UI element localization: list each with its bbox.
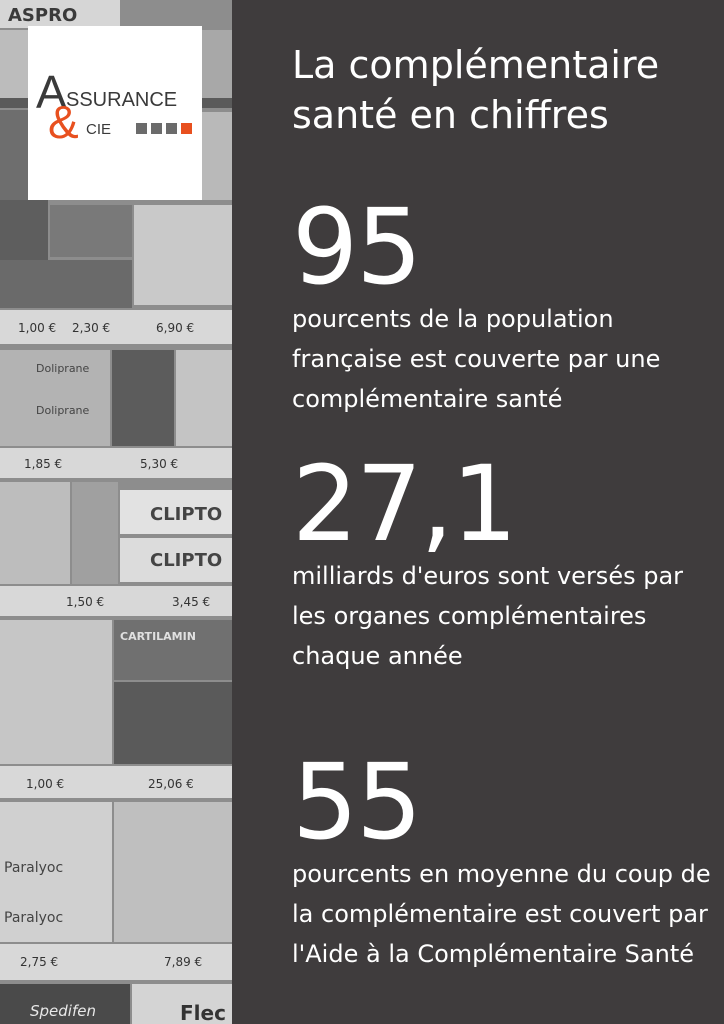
stat-block bbox=[292, 741, 717, 974]
stat-value: 27,1 bbox=[292, 443, 516, 565]
shelf-label: Doliprane bbox=[36, 362, 90, 375]
stat-block bbox=[292, 186, 717, 419]
logo-word: SSURANCE bbox=[66, 89, 178, 111]
shelf-label: ASPRO bbox=[8, 5, 78, 26]
logo-cie: CIE bbox=[86, 121, 112, 138]
shelf-label: CLIPTO bbox=[150, 504, 223, 525]
shelf-label: CARTILAMIN bbox=[120, 630, 196, 643]
logo-square bbox=[181, 123, 192, 134]
shelf-label: Flec bbox=[180, 1001, 226, 1024]
price-tag: 5,30 € bbox=[140, 457, 179, 471]
shelf-label: Paralyoc bbox=[4, 910, 64, 926]
shelf-label: Paralyoc bbox=[4, 860, 64, 876]
stat-value: 95 bbox=[292, 186, 421, 308]
price-tag: 1,00 € bbox=[18, 321, 57, 335]
price-tag: 1,00 € bbox=[26, 777, 65, 791]
stat-description: pourcents en moyenne du coup de la complémentaire est couvert par l'Aide à la Complémentaire Santé bbox=[292, 860, 711, 968]
price-tag: 1,50 € bbox=[66, 595, 105, 609]
price-tag: 2,30 € bbox=[72, 321, 111, 335]
logo-ampersand: & bbox=[48, 96, 79, 148]
shelf-label: CLIPTO bbox=[150, 550, 223, 571]
price-tag: 2,75 € bbox=[20, 955, 59, 969]
stat-description: pourcents de la population française est couverte par une complémentaire santé bbox=[292, 305, 661, 413]
price-tag: 1,85 € bbox=[24, 457, 63, 471]
logo-mark bbox=[28, 26, 202, 200]
logo-square bbox=[151, 123, 162, 134]
stat-value: 55 bbox=[292, 741, 421, 863]
stats-panel bbox=[232, 0, 724, 1024]
logo-big-letter: A bbox=[36, 66, 67, 118]
stat-description: milliards d'euros sont versés par les organes complémentaires chaque année bbox=[292, 562, 684, 670]
price-tag: 3,45 € bbox=[172, 595, 211, 609]
shelf-label: Doliprane bbox=[36, 404, 90, 417]
logo-square bbox=[136, 123, 147, 134]
shelf-label: Spedifen bbox=[30, 1002, 96, 1020]
page-title: La complémentaire santé en chiffres bbox=[292, 43, 660, 137]
logo-square bbox=[166, 123, 177, 134]
logo bbox=[28, 26, 202, 200]
price-tag: 25,06 € bbox=[148, 777, 194, 791]
price-tag: 6,90 € bbox=[156, 321, 195, 335]
price-tag: 7,89 € bbox=[164, 955, 203, 969]
stat-block bbox=[292, 443, 717, 676]
